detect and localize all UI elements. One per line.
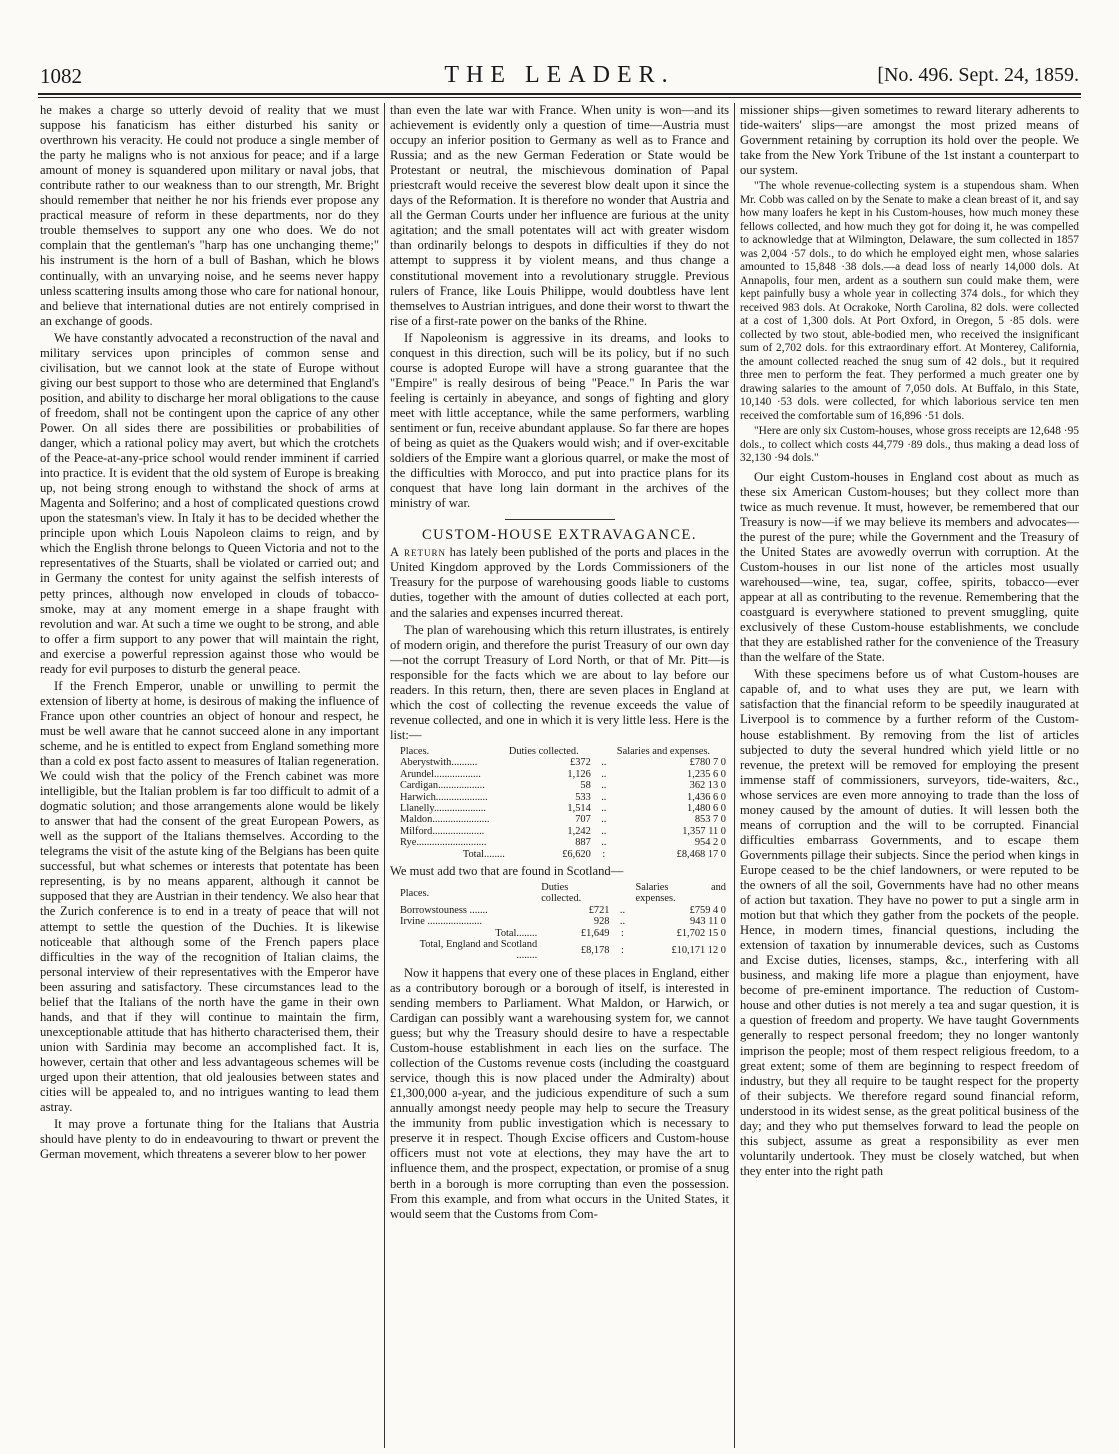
table-body <box>398 905 728 928</box>
place-cell: Borrowstouness ....... <box>400 904 488 916</box>
column-1 <box>40 103 379 1448</box>
table-row: Borrowstouness ....... £721 .. £759 4 0 <box>400 904 726 916</box>
column-header: Duties collected. <box>508 745 579 757</box>
table-row: Arundel.................. 1,126 .. 1,235 6 0 <box>400 768 726 780</box>
table-row: Rye........................... 887 .. 954 2 0 <box>400 837 726 849</box>
duties-cell: 928 <box>593 916 610 928</box>
issue-info: [No. 496. Sept. 24, 1859. <box>877 64 1079 86</box>
intro-text: has lately been published of the ports and places in the United Kingdom approved by the Lords Commissioners of the Treasury for the purpose of warehousing goods liable to customs duties, together with the amount of duties collected at each port, and the salaries and expenses incurred thereat. <box>390 545 729 620</box>
total-expenses: £8,468 17 0 <box>676 848 726 860</box>
place-cell: Rye........................... <box>400 837 487 849</box>
paragraph: We have constantly advocated a reconstruction of the naval and military services upon principles of common sense and civilisation, but we cannot look at the state of Europe without giving our best support to those who are determined that England's position, and ability to discharge her moral obligations to the cause of freedom, shall not be contingent upon the caprice of any other Power. On all sides there are possibilities or probabilities of danger, which a rational policy may avert, but which the crotchets of the Peace-at-any-price school would render imminent if carried into practice. It is evident that the old system of Europe is breaking up, not being strong enough to withstand the shock of arms at Magenta and Solferino; and a host of complicated questions crowd upon the statesman's view. In Italy it has to be decided whether the principle upon which Louis Napoleon claims to reign, and by which the English throne belongs to Queen Victoria and not to the representatives of the Stuarts, shall be violated or carried out; and in Germany the contest for unity against the selfish interests of petty princes, although now enveloped in clouds of tobacco-smoke, may at any moment emerge in a shape fraught with revolution and war. At such a time we ought to be strong, and able to offer a firm support to any power that will maintain the right, and exercise a powerful repression against those who would be ready for evil purposes to disturb the general peace. <box>40 330 379 676</box>
column-header: Duties collected. <box>541 882 582 905</box>
paragraph: The plan of warehousing which this return illustrates, is entirely of modern origin, and therefore the purist Treasury of our own day—not the corrupt Treasury of Lord North, or that of Mr. Pitt—is responsible for the facts which we are about to lay before our readers. In this return, then, there are seven places in England at which the cost of collecting the revenue exceeds the value of revenue collected, and one in which it is very little less. Here is the list:— <box>390 622 729 742</box>
table-body <box>398 757 728 848</box>
column-2 <box>390 103 729 1448</box>
place-cell: Maldon...................... <box>400 814 490 826</box>
table-row: Maldon...................... 707 .. 853 7 0 <box>400 814 726 826</box>
england-return-table <box>398 746 728 860</box>
expenses-cell: 943 11 0 <box>690 916 726 928</box>
section-divider <box>505 519 615 520</box>
place-cell: Cardigan.................. <box>400 780 485 792</box>
table-row: Harwich.................... 533 .. 1,436 6 0 <box>400 791 726 803</box>
total-expenses: £1,702 15 0 <box>676 927 726 939</box>
expenses-cell: 1,235 6 0 <box>687 768 726 780</box>
paragraph: missioner ships—given sometimes to reward literary adherents to tide-waiters' slips—are amongst the most prized means of Government retaining by corruption its hold over the people. We take from the New York Tribune of the 1st instant a counterpart to our system. <box>740 103 1079 178</box>
masthead <box>40 62 1079 90</box>
table-total-row: Total........ £1,649 : £1,702 15 0 <box>398 928 728 939</box>
duties-cell: 533 <box>575 791 591 803</box>
place-cell: Harwich.................... <box>400 791 488 803</box>
expenses-cell: £780 7 0 <box>689 757 726 769</box>
newspaper-title: THE LEADER. <box>444 62 675 88</box>
duties-cell: £721 <box>588 904 610 916</box>
expenses-cell: 1,436 6 0 <box>687 791 726 803</box>
total-duties: £1,649 <box>580 927 610 939</box>
column-header: Places. <box>400 745 430 757</box>
duties-cell: £372 <box>570 757 591 769</box>
column-divider <box>734 103 735 1448</box>
quoted-extract: "The whole revenue-collecting system is a stupendous sham. When Mr. Cobb was called on by the Senate to make a clean breast of it, and say how many loafers he kept in his Custom-houses, how much money these fellows collected, and how much they got for doing it, he was compelled to acknowledge that at Wilmington, Delaware, the sum collected in 1857 was 2,004 ·57 dols., to do which he employed eight men, whose salaries amounted to 15,848 ·38 dols.—a dead loss of nearly 14,000 dols. At Annapolis, four men, ardent as a southern sun could make them, were kept painfully busy a whole year in collecting 374 dols., for which they received 983 dols. At Ocrakoke, North Carolina, 82 dols. were collected at a cost of 1,300 dols. At Port Oxford, in Oregon, 5 ·85 dols. were collected by two stout, able-bodied men, who received the insignificant sum of 2,702 dols. for this extraordinary effort. At Monterey, California, the amount collected reached the snug sum of 42 dols., but it required three men to perform the feat. They performed a much greater one by drawing salaries to the amount of 7,050 dols. At Buffalo, in this State, 10,140 ·53 dols. were collected, for which laborious service ten men received the comfortable sum of 16,896 ·51 dols. <box>740 180 1079 422</box>
place-cell: Irvine ..................... <box>400 916 482 928</box>
total-label: Total........ <box>462 848 505 860</box>
place-cell: Llanelly.................... <box>400 802 486 814</box>
duties-cell: 1,126 <box>567 768 591 780</box>
masthead-rule <box>38 93 1081 95</box>
page-number: 1082 <box>40 64 82 88</box>
paragraph: than even the late war with France. When unity is won—and its achievement is evidently only a question of time—Austria must occupy an inferior position to Germany as well as to France and Russia; and as the new German Federation or State would be Protestant or neutral, the mischievous domination of Papal priestcraft would receive the severest blow dealt upon it since the days of the Reformation. It is therefore no wonder that Austria and all the German Courts under her influence are furious at the unity agitation; and the small potentates will act with greater wisdom than ordinarily belongs to despots in difficulties if they do not attempt to suppress it by violent means, and thus change a constitutional movement into a revolutionary struggle. Previous rulers of France, like Louis Philippe, would doubtless have lent themselves to Austrian intrigues, and done their worst to thwart the rise of a first-rate power on the banks of the Rhine. <box>390 103 729 328</box>
grand-total-row: Total, England and Scotland ........ £8,178 : £10,171 12 0 <box>398 939 728 962</box>
column-divider <box>384 103 385 1448</box>
total-label: Total........ <box>495 927 538 939</box>
table-row: Milford.................... 1,242 .. 1,357 11 0 <box>400 825 726 837</box>
column-header: Salaries and expenses. <box>635 882 726 905</box>
masthead-rule-thin <box>38 97 1081 98</box>
paragraph: Our eight Custom-houses in England cost about as much as these six American Custom-houses; but they collect more than twice as much revenue. It must, however, be remembered that our Treasury is now—if we may believe its members and advocates—the purest of the pure; while the Government and the Treasury of the United States are avowedly overrun with corruption. At the Custom-houses in our list none of the articles most usually warehoused—wine, tea, sugar, coffee, spirits, tobacco—ever appear at all as contributing to the revenue. Remembering that the coastguard is everywhere stationed to prevent smuggling, quite exclusively of these Custom-house establishments, we conclude that they are established rather for the convenience of the Treasury than the welfare of the State. <box>740 469 1079 665</box>
table-row: Cardigan.................. 58 .. 362 13 0 <box>400 780 726 792</box>
place-cell: Milford.................... <box>400 825 485 837</box>
paragraph: With these specimens before us of what Custom-houses are capable of, and to what uses they are put, we learn with satisfaction that the financial reform to be speedily inaugurated at Liverpool is to commence by a further reform of the Custom-house establishment. By removing from the list of articles subjected to duty the several hundred which yield little or no revenue, the pretext will be removed for employing the present immense staff of commissioners, surveyors, tide-waiters, &c., whose services are even more annoying to trade than the loss of money caused by the amount of duties. It will lessen both the means of corruption and the will to be corrupted. Financial difficulties embarrass Governments, and to escape them Governments pillage their subjects. Since the period when kings in Europe ceased to be the chief landowners, or were reputed to be the owners of all the soil, Governments have had no other means of action but taxation. They have no power to put a single arm in motion but that which they gather from the pockets of the people. Hence, in modern times, financial questions, including the extension of taxation by innumerable devices, such as Customs and Excise duties, licenses, stamps, &c., interfering with all business, and making life more a plague than enjoyment, have become of pre-eminent importance. The reduction of Custom-house and other duties is not merely a tea and sugar question, it is a question of freedom and property. We have taught Governments generally to respect personal freedom; they no longer wantonly imprison the people; most of them respect religious freedom, to a great extent; some of them are beginning to respect freedom of industry, but they all require to be taught respect for the property of their subjects. We therefore regard sound financial reform, understood in its widest sense, as the great political business of the day; and they who put themselves forward to lead the people on this subject, assume as great a responsibility as ever men voluntarily undertook. They must be closely watched, but when they enter into the right path <box>740 667 1079 1178</box>
table-row: Llanelly.................... 1,514 .. 1,480 6 0 <box>400 802 726 814</box>
paragraph: he makes a charge so utterly devoid of reality that we must suppose his fanaticism has either disturbed his sanity or overthrown his veracity. He could not produce a single member of the party he maligns who is not anxious for peace; and if a large amount of money is squandered upon military or naval jobs, that contribute rather to our weakness than to our strength, Mr. Bright should remember that neither he nor his friends ever propose any practical measure of reform in these departments, nor do they trouble themselves to support any one who does. We do not complain that the gentleman's "harp has one unchanging theme;" his instrument is the horn of a bull of Bashan, which he blows continually, with an unvarying noise, and he seems never happy unless scattering insults among those who care for national honour, and believe that international duties are not entirely comprised in an exchange of goods. <box>40 103 379 328</box>
column-header: Places. <box>400 887 430 899</box>
columns <box>40 103 1080 1448</box>
expenses-cell: 1,357 11 0 <box>682 825 726 837</box>
duties-cell: 58 <box>580 780 591 792</box>
table-row: Aberystwith.......... £372 .. £780 7 0 <box>400 757 726 769</box>
column-header: Salaries and expenses. <box>616 745 710 757</box>
paragraph: It may prove a fortunate thing for the Italians that Austria should have plenty to do in endeavouring to thwart or prevent the German movement, which threatens a severer blow to her power <box>40 1117 379 1162</box>
article-intro <box>390 545 729 620</box>
duties-cell: 707 <box>575 814 591 826</box>
place-cell: Aberystwith.......... <box>400 757 478 769</box>
paragraph: If the French Emperor, unable or unwilling to permit the extension of liberty at home, is desirous of making the influence of France upon other countries an object of honour and respect, he must be well aware that he cannot succeed alone in any important scheme, and he is entitled to expect from England something more than a cold ex post facto assent to measures of Italian regeneration. We could wish that the policy of the French cabinet was more intelligible, but the Italian problem is far too difficult to admit of a dogmatic solution; and those arrangements alone would be likely to answer that had the consent of the great European Powers, as well as the support of the Italians themselves. According to the telegrams the visit of the astute king of the Belgians has been quite successful, but what schemes or interests that potentate has been representing, is by no means apparent, although it cannot be supposed that they are Austrian in their tendency. We also hear that the Zurich conference is to end in a treaty of peace that will not attempt to settle the question of the Duchies. It is likewise noticeable that although some of the French papers place difficulties in the way of the recognition of Italian claims, the personal interview of their representatives with the Emperor have been assuring and satisfactory. These circumstances lead to the belief that the Italians of the north have the game in their own hands, and that if they will continue to maintain the firm, unexceptionable attitude that has hitherto characterised them, their union with Sardinia may become an accomplished fact. It is, however, certain that other and less advantageous schemes will be urged upon their attention, that old jealousies between states and cities will be appealed to, and no intrigues wanting to lead them astray. <box>40 678 379 1115</box>
paragraph: We must add two that are found in Scotland— <box>390 863 624 878</box>
duties-cell: 1,242 <box>567 825 591 837</box>
expenses-cell: 954 2 0 <box>694 837 726 849</box>
grand-total-duties: £8,178 <box>580 944 610 956</box>
paragraph: Now it happens that every one of these places in England, either as a contributory borough or a borough of itself, is interested in sending members to Parliament. What Maldon, or Harwich, or Cardigan can possibly want a warehousing system for, we cannot guess; but why the Treasury should desire to have a respectable Custom-house establishment in each lies on the surface. The collection of the Customs revenue costs (including the coastguard service, though this is now placed under the Admiralty) about £1,300,000 a-year, and the judicious expenditure of such a sum annually amongst needy people may help to secure the Treasury the immunity from public investigation which is necessary to preserve it in respect. Though Excise officers and Custom-house officers must not vote at elections, they may have the art to influence them, and the prospect, expectation, or promise of a snug berth in a borough is more corrupting than even the possession. From this example, and from what occurs in the United States, it would seem that the Customs from Com- <box>390 965 729 1221</box>
lead-word: A return <box>390 545 446 560</box>
expenses-cell: 1,480 6 0 <box>687 802 726 814</box>
expenses-cell: £759 4 0 <box>689 904 726 916</box>
place-cell: Arundel.................. <box>400 768 481 780</box>
duties-cell: 1,514 <box>567 802 591 814</box>
total-duties: £6,620 <box>562 848 591 860</box>
grand-total-expenses: £10,171 12 0 <box>671 944 726 956</box>
duties-cell: 887 <box>575 837 591 849</box>
column-3 <box>740 103 1079 1448</box>
quoted-extract: "Here are only six Custom-houses, whose gross receipts are 12,648 ·95 dols., to collect which costs 44,779 ·89 dols., thus making a dead loss of 32,130 ·94 dols." <box>740 425 1079 465</box>
expenses-cell: 362 13 0 <box>689 780 726 792</box>
article-heading: CUSTOM-HOUSE EXTRAVAGANCE. <box>421 527 698 544</box>
paragraph: If Napoleonism is aggressive in its dreams, and looks to conquest in this direction, such will be its policy, but if no such course is adopted Europe will have a strong guarantee that the "Empire" is really desirous of being "Peace." In Paris the war feeling is certainly in abeyance, and songs of fighting and glory meet with little acceptance, while the same performers, warbling sentiment or fun, receive abundant applause. So far there are hopes of being as quiet as the Quakers would wish; and if over-excitable soldiers of the Empire want a glorious quarrel, or make the most of the difficulties with Morocco, and put into practice plans for its conquest that have long lain dormant in the archives of the ministry of war. <box>390 330 729 511</box>
expenses-cell: 853 7 0 <box>694 814 726 826</box>
table-row: Irvine ..................... 928 .. 943 11 0 <box>400 916 726 928</box>
grand-total-label: Total, England and Scotland ........ <box>419 939 538 962</box>
scotland-return-table <box>398 882 728 962</box>
table-total-row: Total........ £6,620 : £8,468 17 0 <box>398 849 728 860</box>
